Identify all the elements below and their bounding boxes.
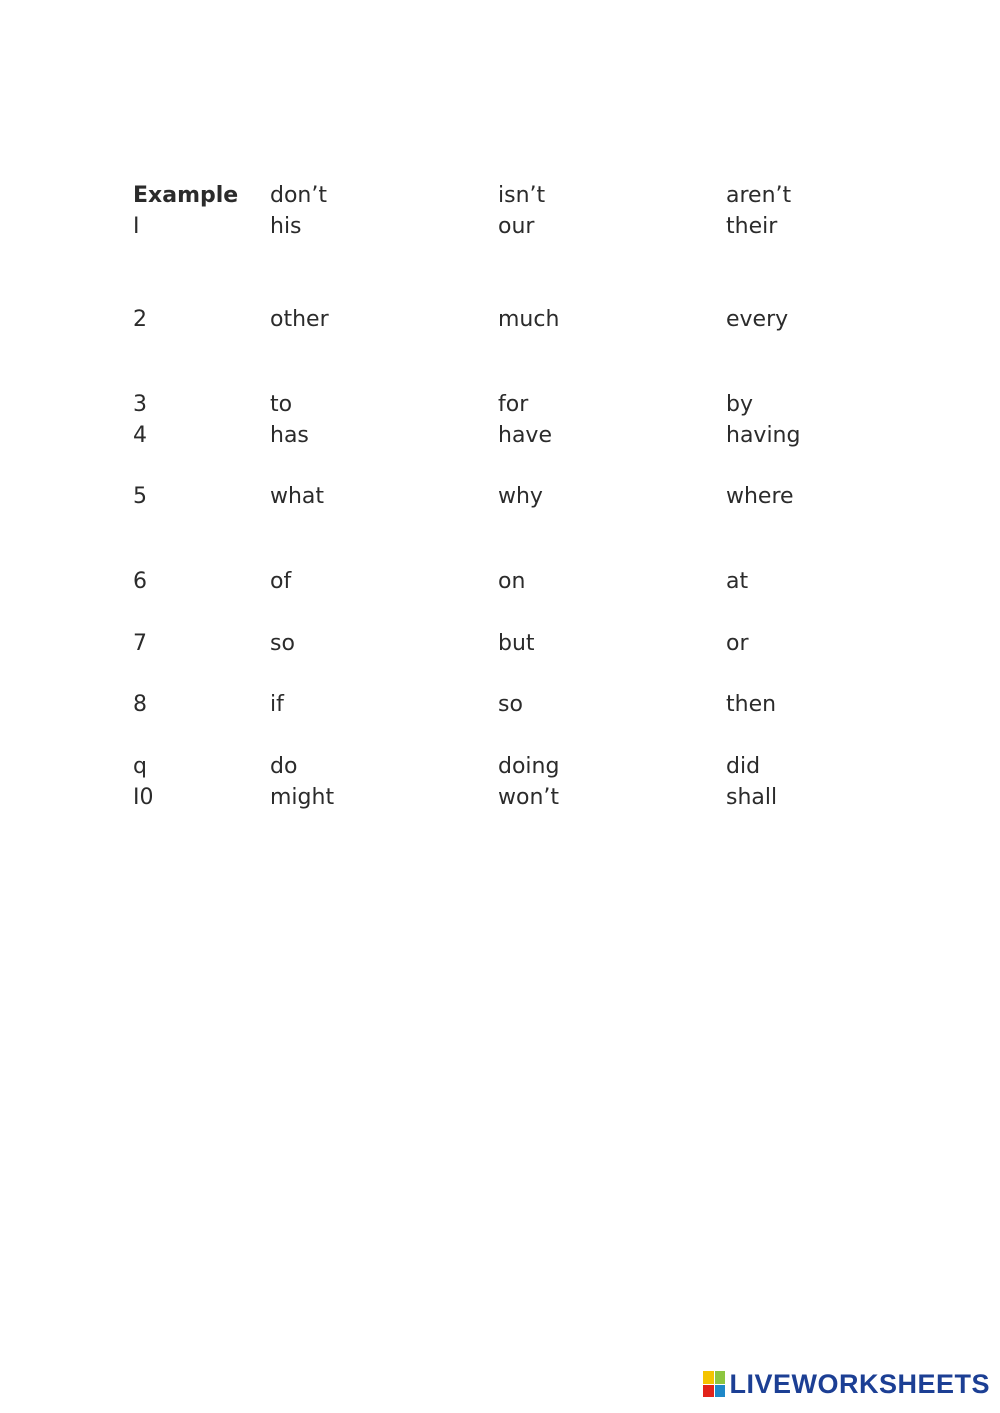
option-c: shall — [726, 785, 778, 810]
option-b: on — [498, 569, 526, 594]
option-a: of — [270, 569, 292, 594]
option-c: where — [726, 484, 794, 509]
option-c: or — [726, 631, 749, 656]
row-label: 4 — [133, 423, 147, 448]
option-b: have — [498, 423, 552, 448]
row-label: Example — [133, 183, 239, 208]
option-a: other — [270, 307, 329, 332]
option-b: so — [498, 692, 523, 717]
option-c: then — [726, 692, 777, 717]
option-c: did — [726, 754, 761, 779]
row-label: I — [133, 214, 140, 239]
option-b: why — [498, 484, 543, 509]
option-c: by — [726, 392, 753, 417]
row-label: 8 — [133, 692, 147, 717]
option-c: having — [726, 423, 801, 448]
option-b: for — [498, 392, 529, 417]
option-b: doing — [498, 754, 560, 779]
row-label: 7 — [133, 631, 147, 656]
row-label: 3 — [133, 392, 147, 417]
liveworksheets-watermark — [703, 1367, 990, 1401]
option-a: do — [270, 754, 298, 779]
option-a: if — [270, 692, 284, 717]
row-label: 6 — [133, 569, 147, 594]
option-a: to — [270, 392, 293, 417]
option-b: much — [498, 307, 560, 332]
option-a: his — [270, 214, 302, 239]
option-a: might — [270, 785, 335, 810]
option-c: aren’t — [726, 183, 792, 208]
row-label: 2 — [133, 307, 147, 332]
row-label: q — [133, 754, 147, 779]
row-label: I0 — [133, 785, 154, 810]
option-b: but — [498, 631, 535, 656]
option-b: isn’t — [498, 183, 546, 208]
option-a: so — [270, 631, 295, 656]
option-c: their — [726, 214, 778, 239]
option-c: at — [726, 569, 749, 594]
row-label: 5 — [133, 484, 147, 509]
option-a: don’t — [270, 183, 327, 208]
liveworksheets-logo-icon — [703, 1371, 725, 1397]
watermark-text: LIVEWORKSHEETS — [729, 1368, 990, 1399]
option-b: won’t — [498, 785, 560, 810]
option-a: has — [270, 423, 309, 448]
option-a: what — [270, 484, 325, 509]
option-b: our — [498, 214, 535, 239]
option-c: every — [726, 307, 789, 332]
